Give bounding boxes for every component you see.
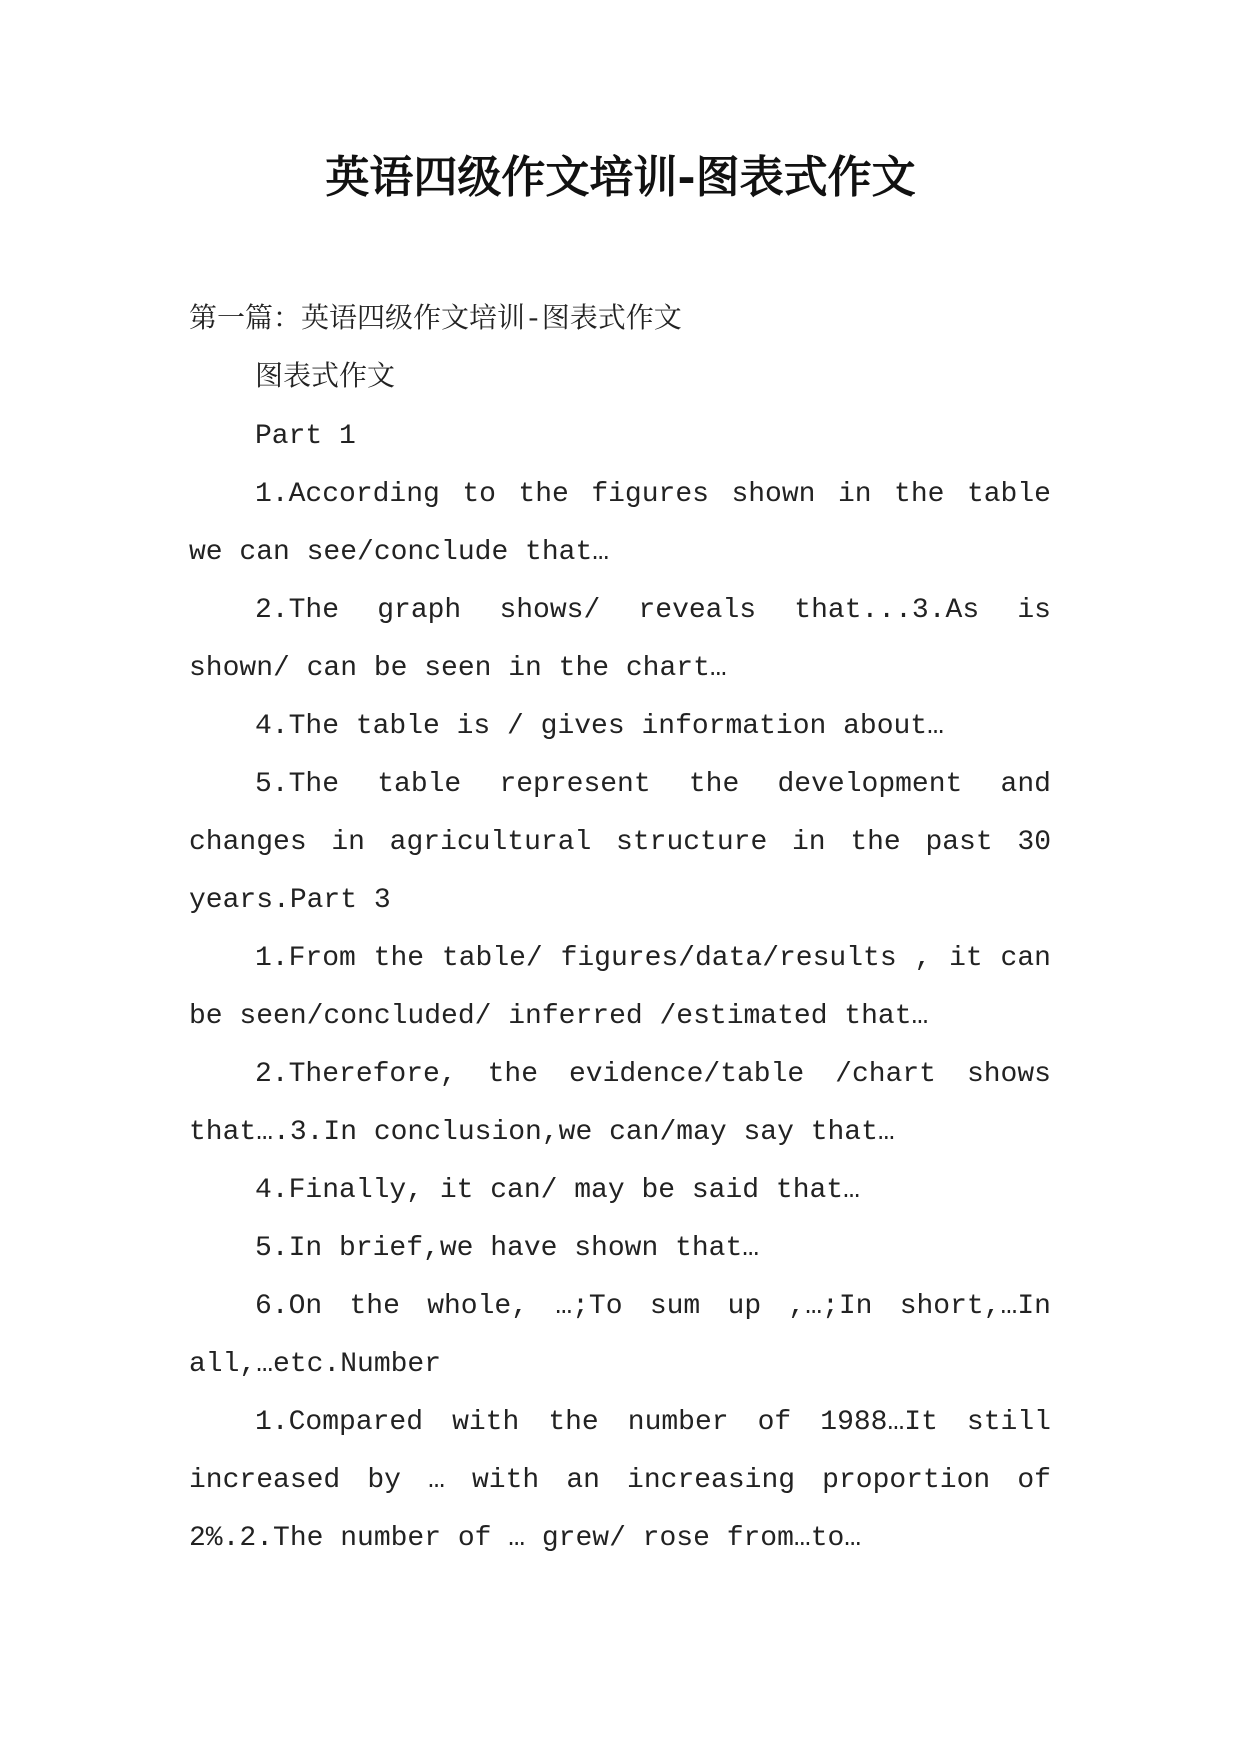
word: increased	[189, 1465, 341, 1496]
word: the	[518, 479, 569, 510]
word: structure	[616, 827, 768, 858]
word: the	[850, 827, 901, 858]
word: number	[627, 1407, 729, 1438]
paragraph-line	[189, 814, 1051, 872]
word: 2.The	[255, 595, 340, 626]
word: 1.Compared	[255, 1407, 424, 1438]
word: with	[471, 1465, 540, 1496]
word: the	[894, 479, 945, 510]
document-title: 英语四级作文培训-图表式作文	[325, 152, 916, 203]
word: agricultural	[389, 827, 592, 858]
word: the	[487, 1059, 539, 1090]
word: is	[1017, 595, 1051, 626]
word: 1.From	[255, 943, 356, 974]
paragraph-line: 4.The table is / gives information about…	[255, 711, 944, 742]
word: graph	[377, 595, 462, 626]
paragraph-line: years.Part 3	[189, 885, 391, 916]
word: can	[1000, 943, 1051, 974]
word: sum	[649, 1291, 701, 1322]
word: by	[367, 1465, 401, 1496]
section-heading: 第一篇：英语四级作文培训-图表式作文	[189, 305, 682, 336]
paragraph-line	[189, 1278, 1051, 1336]
paragraph-line: we can see/conclude that…	[189, 537, 610, 568]
word: still	[966, 1407, 1051, 1438]
word: proportion	[822, 1465, 991, 1496]
word: figures	[591, 479, 709, 510]
word: the	[373, 943, 425, 974]
word: figures/data/results	[560, 943, 897, 974]
paragraph-line: shown/ can be seen in the chart…	[189, 653, 727, 684]
word: the	[349, 1291, 400, 1322]
word: an	[566, 1465, 600, 1496]
word: /chart	[835, 1059, 936, 1090]
word: with	[452, 1407, 520, 1438]
word: and	[1000, 769, 1051, 800]
paragraph-line: that….3.In conclusion,we can/may say that…	[189, 1117, 895, 1148]
word: shows	[966, 1059, 1051, 1090]
word: increasing	[627, 1465, 796, 1496]
word: 6.On	[255, 1291, 323, 1322]
paragraph-line	[189, 582, 1051, 640]
paragraph-line	[189, 930, 1051, 988]
document-body	[189, 292, 1051, 1568]
paragraph-line	[189, 1452, 1051, 1510]
paragraph-line	[189, 466, 1051, 524]
word: of	[1017, 1465, 1051, 1496]
word: past	[925, 827, 993, 858]
paragraph-line: 5.In brief,we have shown that…	[255, 1233, 760, 1264]
word: ,	[914, 943, 932, 974]
paragraph-line	[189, 1394, 1051, 1452]
word: 5.The	[255, 769, 340, 800]
word: the	[688, 769, 740, 800]
part-label: Part 1	[255, 421, 356, 452]
word: it	[949, 943, 983, 974]
word: changes	[189, 827, 307, 858]
paragraph-line: 2%.2.The number of … grew/ rose from…to…	[189, 1523, 862, 1554]
word: 1.According	[255, 479, 440, 510]
word: …;To	[555, 1291, 623, 1322]
word: table	[377, 769, 462, 800]
paragraph-line	[189, 1046, 1051, 1104]
paragraph-line	[189, 756, 1051, 814]
subheading: 图表式作文	[255, 363, 396, 394]
word: 2.Therefore,	[255, 1059, 457, 1090]
word: table/	[441, 943, 543, 974]
word: of	[757, 1407, 792, 1438]
paragraph-line: 4.Finally, it can/ may be said that…	[255, 1175, 860, 1206]
word: in	[791, 827, 826, 858]
paragraph-line: all,…etc.Number	[189, 1349, 442, 1380]
paragraph-line: be seen/concluded/ inferred /estimated that…	[189, 1001, 929, 1032]
word: …	[428, 1465, 445, 1496]
word: 30	[1017, 827, 1051, 858]
word: ,…;In	[788, 1291, 873, 1322]
word: represent	[499, 769, 651, 800]
word: 1988…It	[820, 1407, 938, 1438]
word: short,…In	[899, 1291, 1051, 1322]
word: that...3.As	[794, 595, 980, 626]
word: whole,	[427, 1291, 529, 1322]
word: shows/	[499, 595, 601, 626]
word: in	[331, 827, 365, 858]
word: development	[777, 769, 963, 800]
word: up	[727, 1291, 762, 1322]
word: in	[837, 479, 872, 510]
word: table	[966, 479, 1051, 510]
word: to	[462, 479, 496, 510]
word: the	[548, 1407, 599, 1438]
word: evidence/table	[568, 1059, 805, 1090]
word: reveals	[638, 595, 757, 626]
word: shown	[731, 479, 816, 510]
